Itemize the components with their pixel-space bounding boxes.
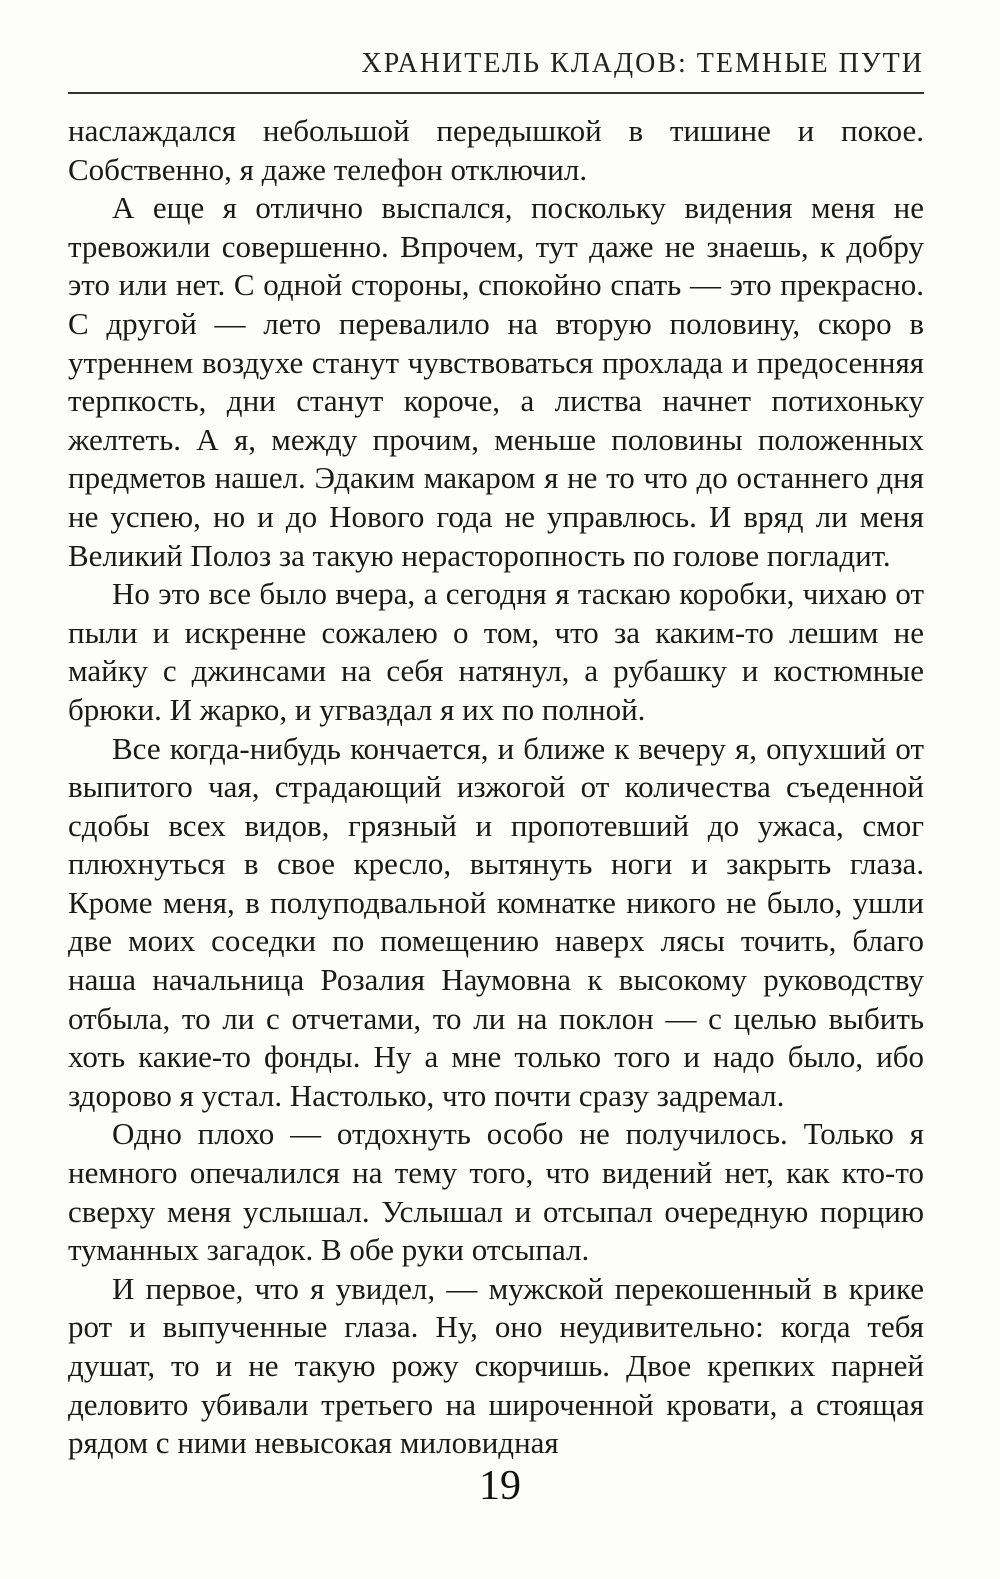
paragraph-4: Все когда-нибудь кончается, и ближе к вечеру я, опухший от выпитого чая, страдающий изжогой от количества съеденной сдобы всех видов, грязный и пропотевший до ужаса, смог плюхнуться в свое кресло, вытянуть ноги и закрыть глаза. Кроме меня, в полуподвальной комнатке никого не было, ушли две моих соседки по помещению наверх лясы точить, благо наша начальница Розалия Наумовна к высокому руководству отбыла, то ли с отчетами, то ли на поклон — с целью выбить хоть какие-то фонды. Ну а мне только того и надо было, ибо здорово я устал. Настолько, что почти сразу задремал. (68, 730, 924, 1113)
paragraph-1: наслаждался небольшой передышкой в тишине и покое. Собственно, я даже телефон отключил. (68, 113, 924, 187)
body-text (68, 112, 924, 1463)
header-rule (68, 92, 924, 94)
paragraph-3: Но это все было вчера, а сегодня я таскаю коробки, чихаю от пыли и искренне сожалею о том, что за каким-то лешим не майку с джинсами на себя натянул, а рубашку и костюмные брюки. И жарко, и угваздал я их по полной. (68, 576, 924, 727)
paragraph-5: Одно плохо — отдохнуть особо не получилось. Только я немного опечалился на тему того, что видений нет, как кто-то сверху меня услышал. Услышал и отсыпал очередную порцию туманных загадок. В обе руки отсыпал. (68, 1116, 924, 1268)
paragraph-6: И первое, что я увидел, — мужской перекошенный в крике рот и выпученные глаза. Ну, оно неудивительно: когда тебя душат, то и не такую рожу скорчишь. Двое крепких парней деловито убивали третьего на широченной кровати, а стоящая рядом с ними невысокая миловидная (68, 1270, 924, 1461)
running-head: ХРАНИТЕЛЬ КЛАДОВ: ТЕМНЫЕ ПУТИ (361, 48, 924, 79)
paragraph-2: А еще я отлично выспался, поскольку видения меня не тревожили совершенно. Впрочем, тут даже не знаешь, к добру это или нет. С одной стороны, спокойно спать — это прекрасно. С другой — лето перевалило на вторую половину, скоро в утреннем воздухе станут чувствоваться прохлада и предосенняя терпкость, дни станут короче, а листва начнет потихоньку желтеть. А я, между прочим, меньше половины положенных предметов нашел. Эдаким макаром я не то что до останнего дня не успею, но и до Нового года не управлюсь. И вряд ли меня Великий Полоз за такую нерасторопность по голове погладит. (68, 190, 924, 573)
page-number: 19 (479, 1463, 521, 1509)
